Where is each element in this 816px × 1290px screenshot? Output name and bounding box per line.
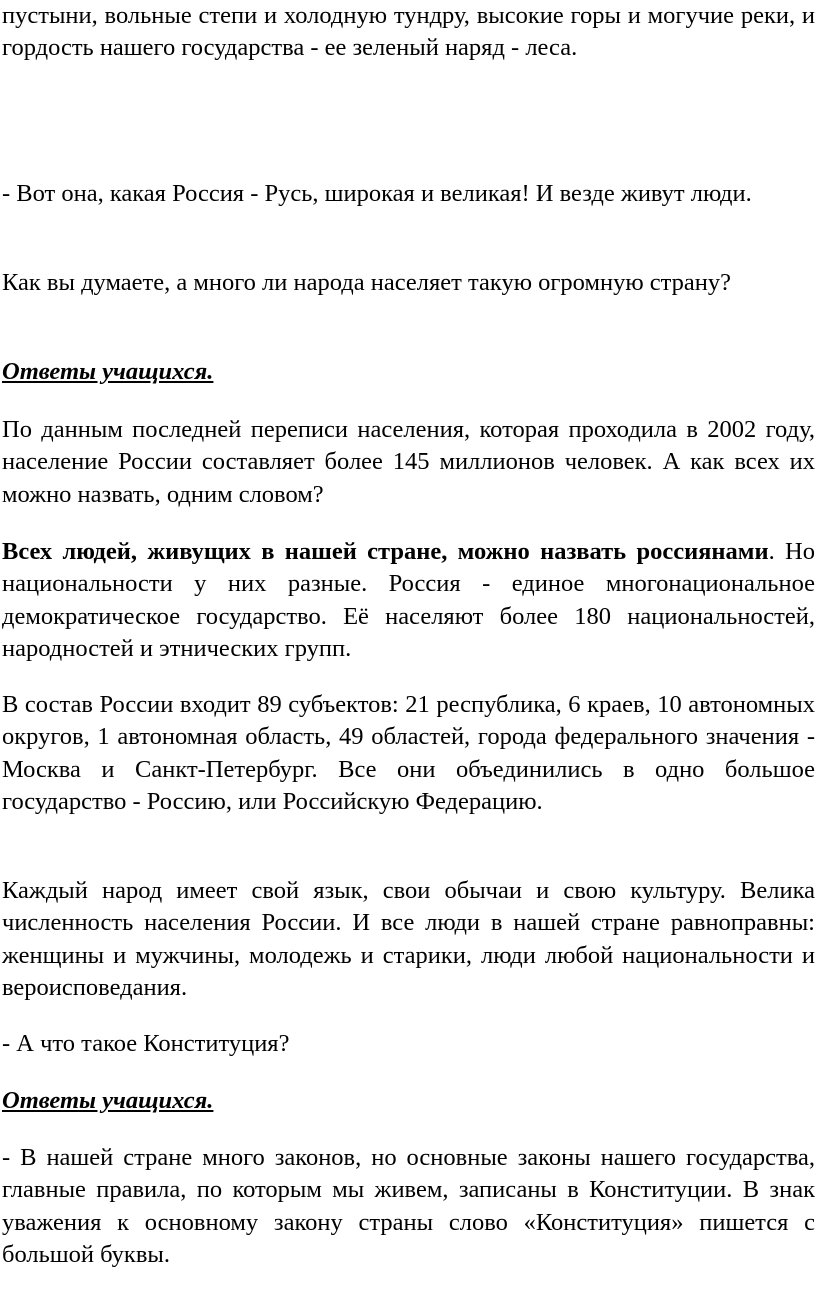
paragraph-landscapes: пустыни, вольные степи и холодную тундру, высокие горы и могучие реки, и гордость нашего государства - ее зеленый наряд - леса. [2,2,815,62]
paragraph-census: По данным последней переписи населения, которая проходила в 2002 году, население России составляет более 145 миллионов человек. А как всех их можно назвать, одним словом? [2,416,815,508]
russians-bold-text: Всех людей, живущих в нашей стране, можно назвать россиянами [2,538,769,565]
paragraph-constitution: - В нашей стране много законов, но основные законы нашего государства, главные правила, по которым мы живем, записаны в Конституции. В знак уважения к основному закону страны слово «Конституция» пишется с большой буквы. [2,1144,815,1268]
students-answers-label: Ответы учащихся. [2,358,214,385]
paragraph-russians [2,536,815,665]
paragraph-russia-wide: - Вот она, какая Россия - Русь, широкая и великая! И везде живут люди. [2,180,752,207]
paragraph-question-population: Как вы думаете, а много ли народа населяет такую огромную страну? [2,269,731,296]
paragraph-constitution-question: - А что такое Конституция? [2,1030,290,1057]
paragraph-subjects: В состав России входит 89 субъектов: 21 республика, 6 краев, 10 автономных округов, 1 автономная область, 49 областей, города федерального значения - Москва и Санкт-Петербург. Все они объединились в одно большое государство - Россию, или Российскую Федерацию. [2,691,815,815]
students-answers-label-2: Ответы учащихся. [2,1087,214,1114]
paragraph-peoples: Каждый народ имеет свой язык, свои обычаи и свою культуру. Велика численность населения России. И все люди в нашей стране равноправны: женщины и мужчины, молодежь и старики, люди любой национальности и вероисповедания. [2,877,815,1001]
russians-rest-text: . Но национальности у них разные. Россия - единое многонациональное демократическое государство. Её населяют более 180 национальностей, народностей и этнических групп. [2,538,815,662]
